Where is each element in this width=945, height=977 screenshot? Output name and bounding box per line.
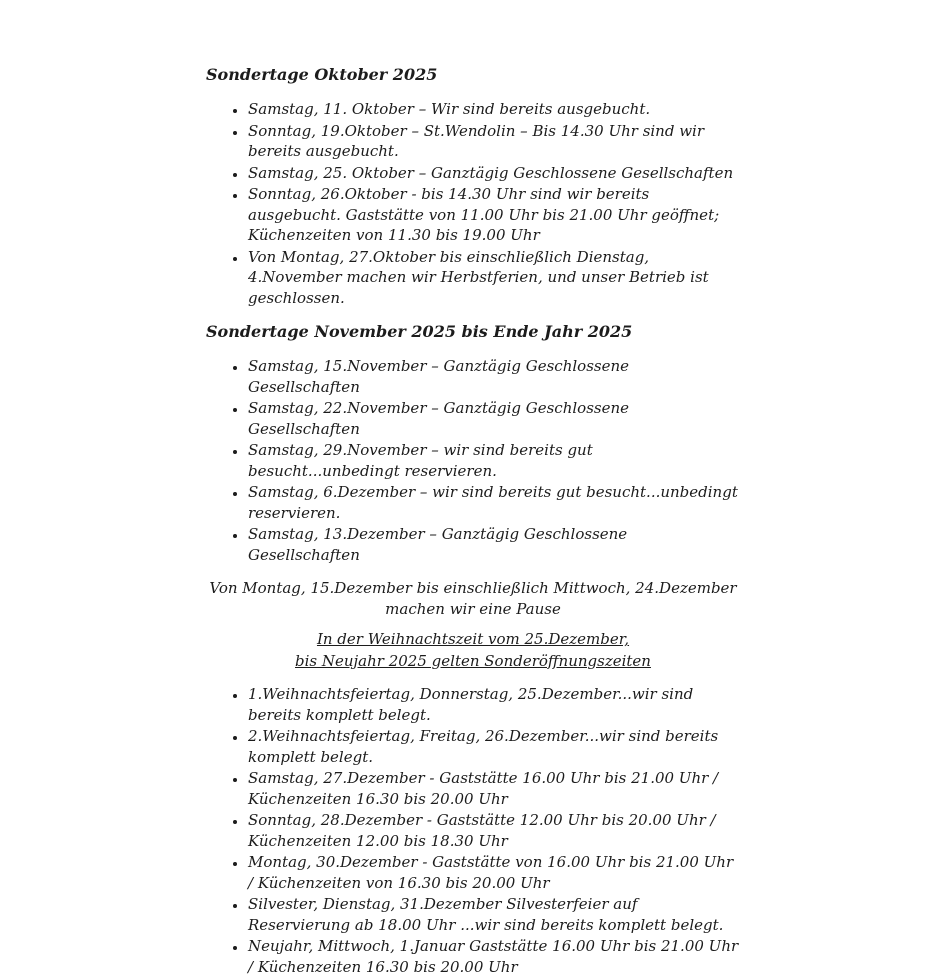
list-item: • Sonntag, 26.Oktober - bis 14.30 Uhr sind wir bereits ausgebucht. Gaststätte von 11.00 Uhr bis 21.00 Uhr geöffnet; Küchenzeiten von 11.30 bis 19.00 Uhr bbox=[247, 184, 740, 246]
christmas-heading bbox=[206, 629, 740, 672]
list-item: • Samstag, 27.Dezember - Gaststätte 16.00 Uhr bis 21.00 Uhr / Küchenzeiten 16.30 bis 20.00 Uhr bbox=[247, 768, 740, 809]
section-heading-november: Sondertage November 2025 bis Ende Jahr 2025 bbox=[206, 322, 633, 341]
list-item: • Samstag, 6.Dezember – wir sind bereits gut besucht...unbedingt reservieren. bbox=[247, 482, 740, 523]
list-item: • Samstag, 11. Oktober – Wir sind bereits ausgebucht. bbox=[247, 99, 740, 120]
list-item: • Silvester, Dienstag, 31.Dezember Silvesterfeier auf Reservierung ab 18.00 Uhr ...wir sind bereits komplett belegt. bbox=[247, 894, 740, 935]
list-item: • Sonntag, 28.Dezember - Gaststätte 12.00 Uhr bis 20.00 Uhr / Küchenzeiten 12.00 bis 18.30 Uhr bbox=[247, 810, 740, 851]
list-item: • Sonntag, 19.Oktober – St.Wendolin – Bis 14.30 Uhr sind wir bereits ausgebucht. bbox=[247, 121, 740, 162]
list-item: • 2.Weihnachtsfeiertag, Freitag, 26.Dezember...wir sind bereits komplett belegt. bbox=[247, 726, 740, 767]
list-item: • Samstag, 13.Dezember – Ganztägig Geschlossene Gesellschaften bbox=[247, 524, 740, 565]
november-list bbox=[206, 356, 740, 565]
list-item: • Samstag, 15.November – Ganztägig Geschlossene Gesellschaften bbox=[247, 356, 740, 397]
pause-note: Von Montag, 15.Dezember bis einschließlich Mittwoch, 24.Dezember machen wir eine Pause bbox=[209, 579, 737, 618]
christmas-heading-line2: bis Neujahr 2025 gelten Sonderöffnungszeiten bbox=[295, 651, 651, 670]
list-item: • Montag, 30.Dezember - Gaststätte von 16.00 Uhr bis 21.00 Uhr / Küchenzeiten von 16.30 bis 20.00 Uhr bbox=[247, 852, 740, 893]
list-item: • 1.Weihnachtsfeiertag, Donnerstag, 25.Dezember...wir sind bereits komplett belegt. bbox=[247, 684, 740, 725]
list-item: • Samstag, 29.November – wir sind bereits gut besucht...unbedingt reservieren. bbox=[247, 440, 740, 481]
list-item: • Neujahr, Mittwoch, 1.Januar Gaststätte 16.00 Uhr bis 21.00 Uhr / Küchenzeiten 16.30 bis 20.00 Uhr bbox=[247, 936, 740, 977]
list-item: • Samstag, 25. Oktober – Ganztägig Geschlossene Gesellschaften bbox=[247, 163, 740, 184]
christmas-list bbox=[206, 684, 740, 977]
list-item: • Samstag, 22.November – Ganztägig Geschlossene Gesellschaften bbox=[247, 398, 740, 439]
christmas-heading-line1: In der Weihnachtszeit vom 25.Dezember, bbox=[316, 630, 630, 648]
list-item: • Von Montag, 27.Oktober bis einschließlich Dienstag, 4.November machen wir Herbstferien, und unser Betrieb ist geschlossen. bbox=[247, 247, 740, 309]
section-heading-october: Sondertage Oktober 2025 bbox=[206, 65, 438, 84]
october-list bbox=[206, 99, 740, 308]
